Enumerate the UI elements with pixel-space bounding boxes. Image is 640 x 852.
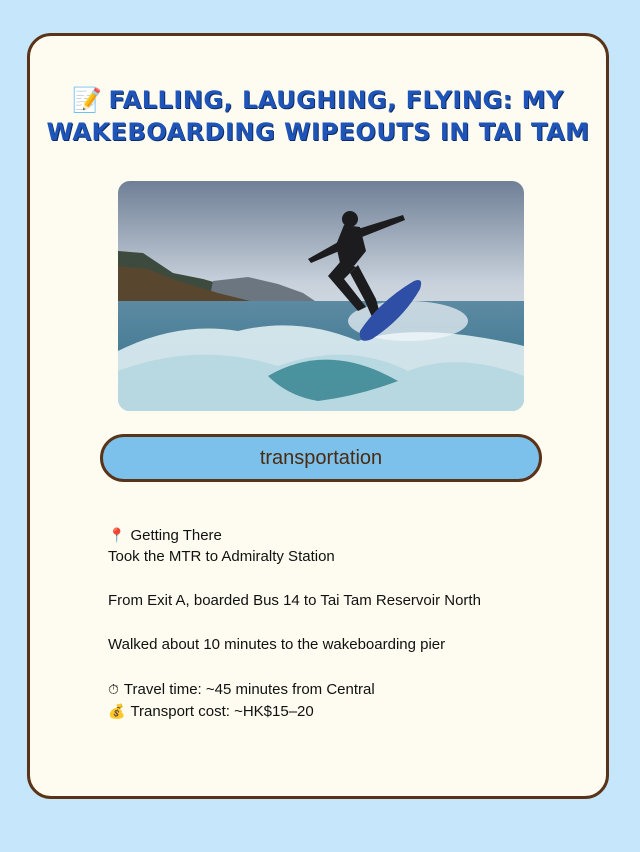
post-card <box>27 33 609 799</box>
post-title <box>30 84 606 148</box>
transport-cost-text: Transport cost: ~HK$15–20 <box>130 703 314 720</box>
step-walk: Walked about 10 minutes to the wakeboarding pier <box>108 636 446 653</box>
post-title-text: FALLING, LAUGHING, FLYING: MY WAKEBOARDING WIPEOUTS IN TAI TAM <box>46 86 590 146</box>
pin-icon: 📍 <box>108 527 126 543</box>
travel-time-text: Travel time: ~45 minutes from Central <box>123 681 375 698</box>
transport-cost <box>108 700 588 722</box>
travel-time <box>108 678 588 700</box>
getting-there-heading <box>108 524 588 546</box>
wakeboarding-photo <box>118 181 524 411</box>
section-tag-transportation[interactable] <box>100 434 542 482</box>
stopwatch-icon: ⏱ <box>108 681 119 697</box>
memo-icon: 📝 <box>72 86 103 114</box>
wakeboarder-image <box>118 181 524 411</box>
section-tag-label: transportation <box>259 447 383 469</box>
step-mtr: Took the MTR to Admiralty Station <box>108 548 335 565</box>
heading-text: Getting There <box>130 527 222 544</box>
money-bag-icon: 💰 <box>108 703 126 719</box>
step-bus: From Exit A, boarded Bus 14 to Tai Tam Reservoir North <box>108 592 481 609</box>
post-body <box>108 524 588 722</box>
